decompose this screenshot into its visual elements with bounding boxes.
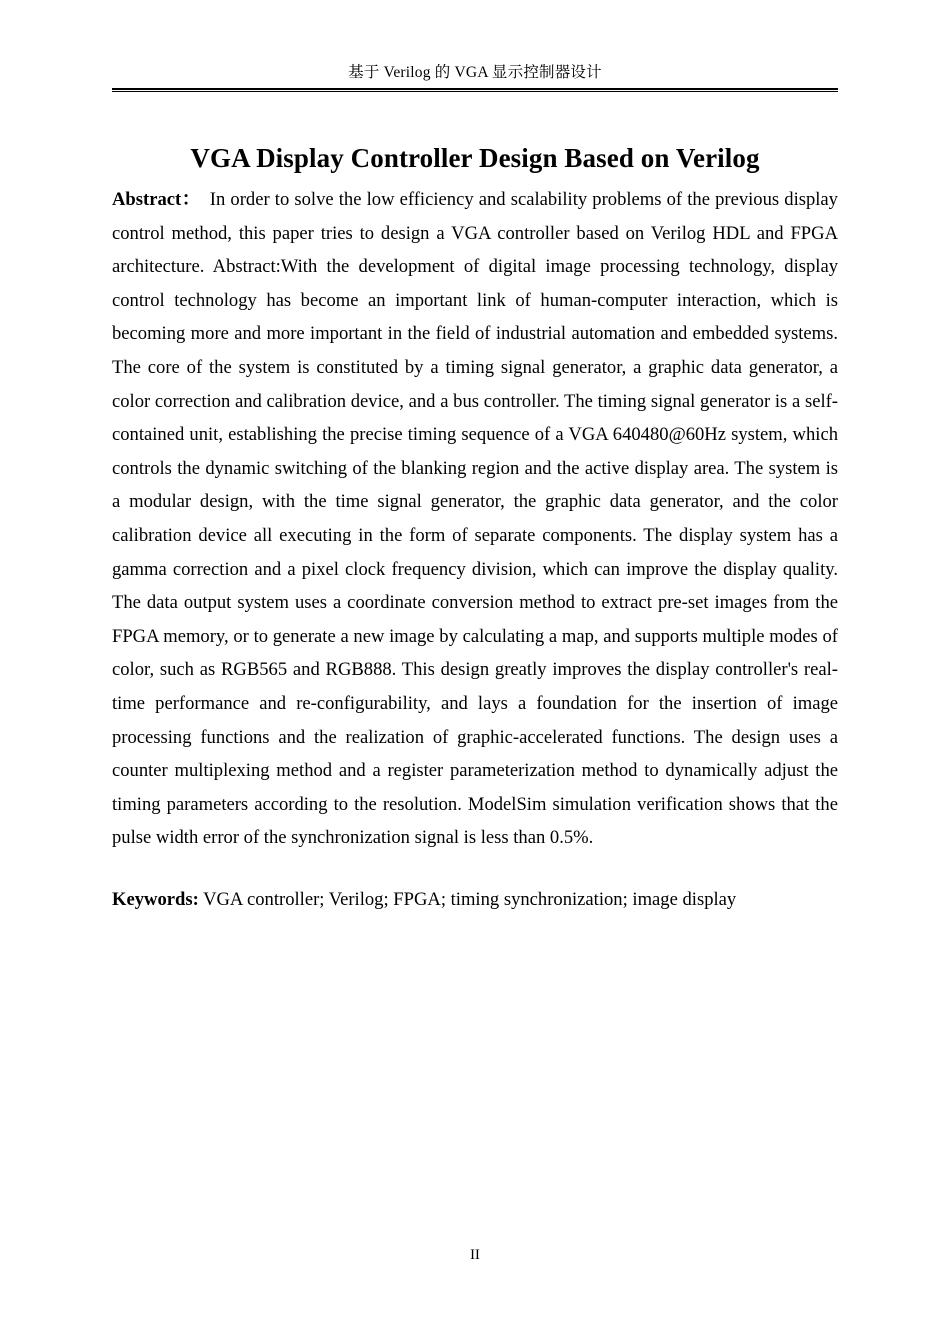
abstract-paragraph xyxy=(112,183,838,855)
page-title: VGA Display Controller Design Based on Verilog xyxy=(190,143,760,174)
abstract-label-separator: ： xyxy=(181,189,201,210)
abstract-text: In order to solve the low efficiency and scalability problems of the previous display control method, this paper tries to design a VGA controller based on Verilog HDL and FPGA architecture. Abstract:With the development of digital image processing technology, display control technology has become an important link of human-computer interaction, which is becoming more and more important in the field of industrial automation and embedded systems. The core of the system is constituted by a timing signal generator, a graphic data generator, a color correction and calibration device, and a bus controller. The timing signal generator is a self-contained unit, establishing the precise timing sequence of a VGA 640480@60Hz system, which controls the dynamic switching of the blanking region and the active display area. The system is a modular design, with the time signal generator, the graphic data generator, and the color calibration device all executing in the form of separate components. The display system has a gamma correction and a pixel clock frequency division, which can improve the display quality. The data output system uses a coordinate conversion method to extract pre-set images from the FPGA memory, or to generate a new image by calculating a map, and supports multiple modes of color, such as RGB565 and RGB888. This design greatly improves the display controller's real-time performance and re-configurability, and lays a foundation for the insertion of image processing functions and the realization of graphic-accelerated functions. The design uses a counter multiplexing method and a register parameterization method to dynamically adjust the timing parameters according to the resolution. ModelSim simulation verification shows that the pulse width error of the synchronization signal is less than 0.5%. xyxy=(112,189,838,849)
keywords-label: Keywords: xyxy=(112,888,199,910)
page-footer xyxy=(112,1245,838,1265)
header-running-title: 基于 Verilog 的 VGA 显示控制器设计 xyxy=(348,64,602,81)
page-header xyxy=(112,62,838,92)
document-body xyxy=(112,183,838,916)
keywords-paragraph xyxy=(112,855,838,917)
footer-page-number: II xyxy=(470,1247,480,1263)
header-divider-rule xyxy=(112,88,838,92)
abstract-label: Abstract xyxy=(112,189,182,210)
keywords-text: VGA controller; Verilog; FPGA; timing synchronization; image display xyxy=(203,888,737,910)
